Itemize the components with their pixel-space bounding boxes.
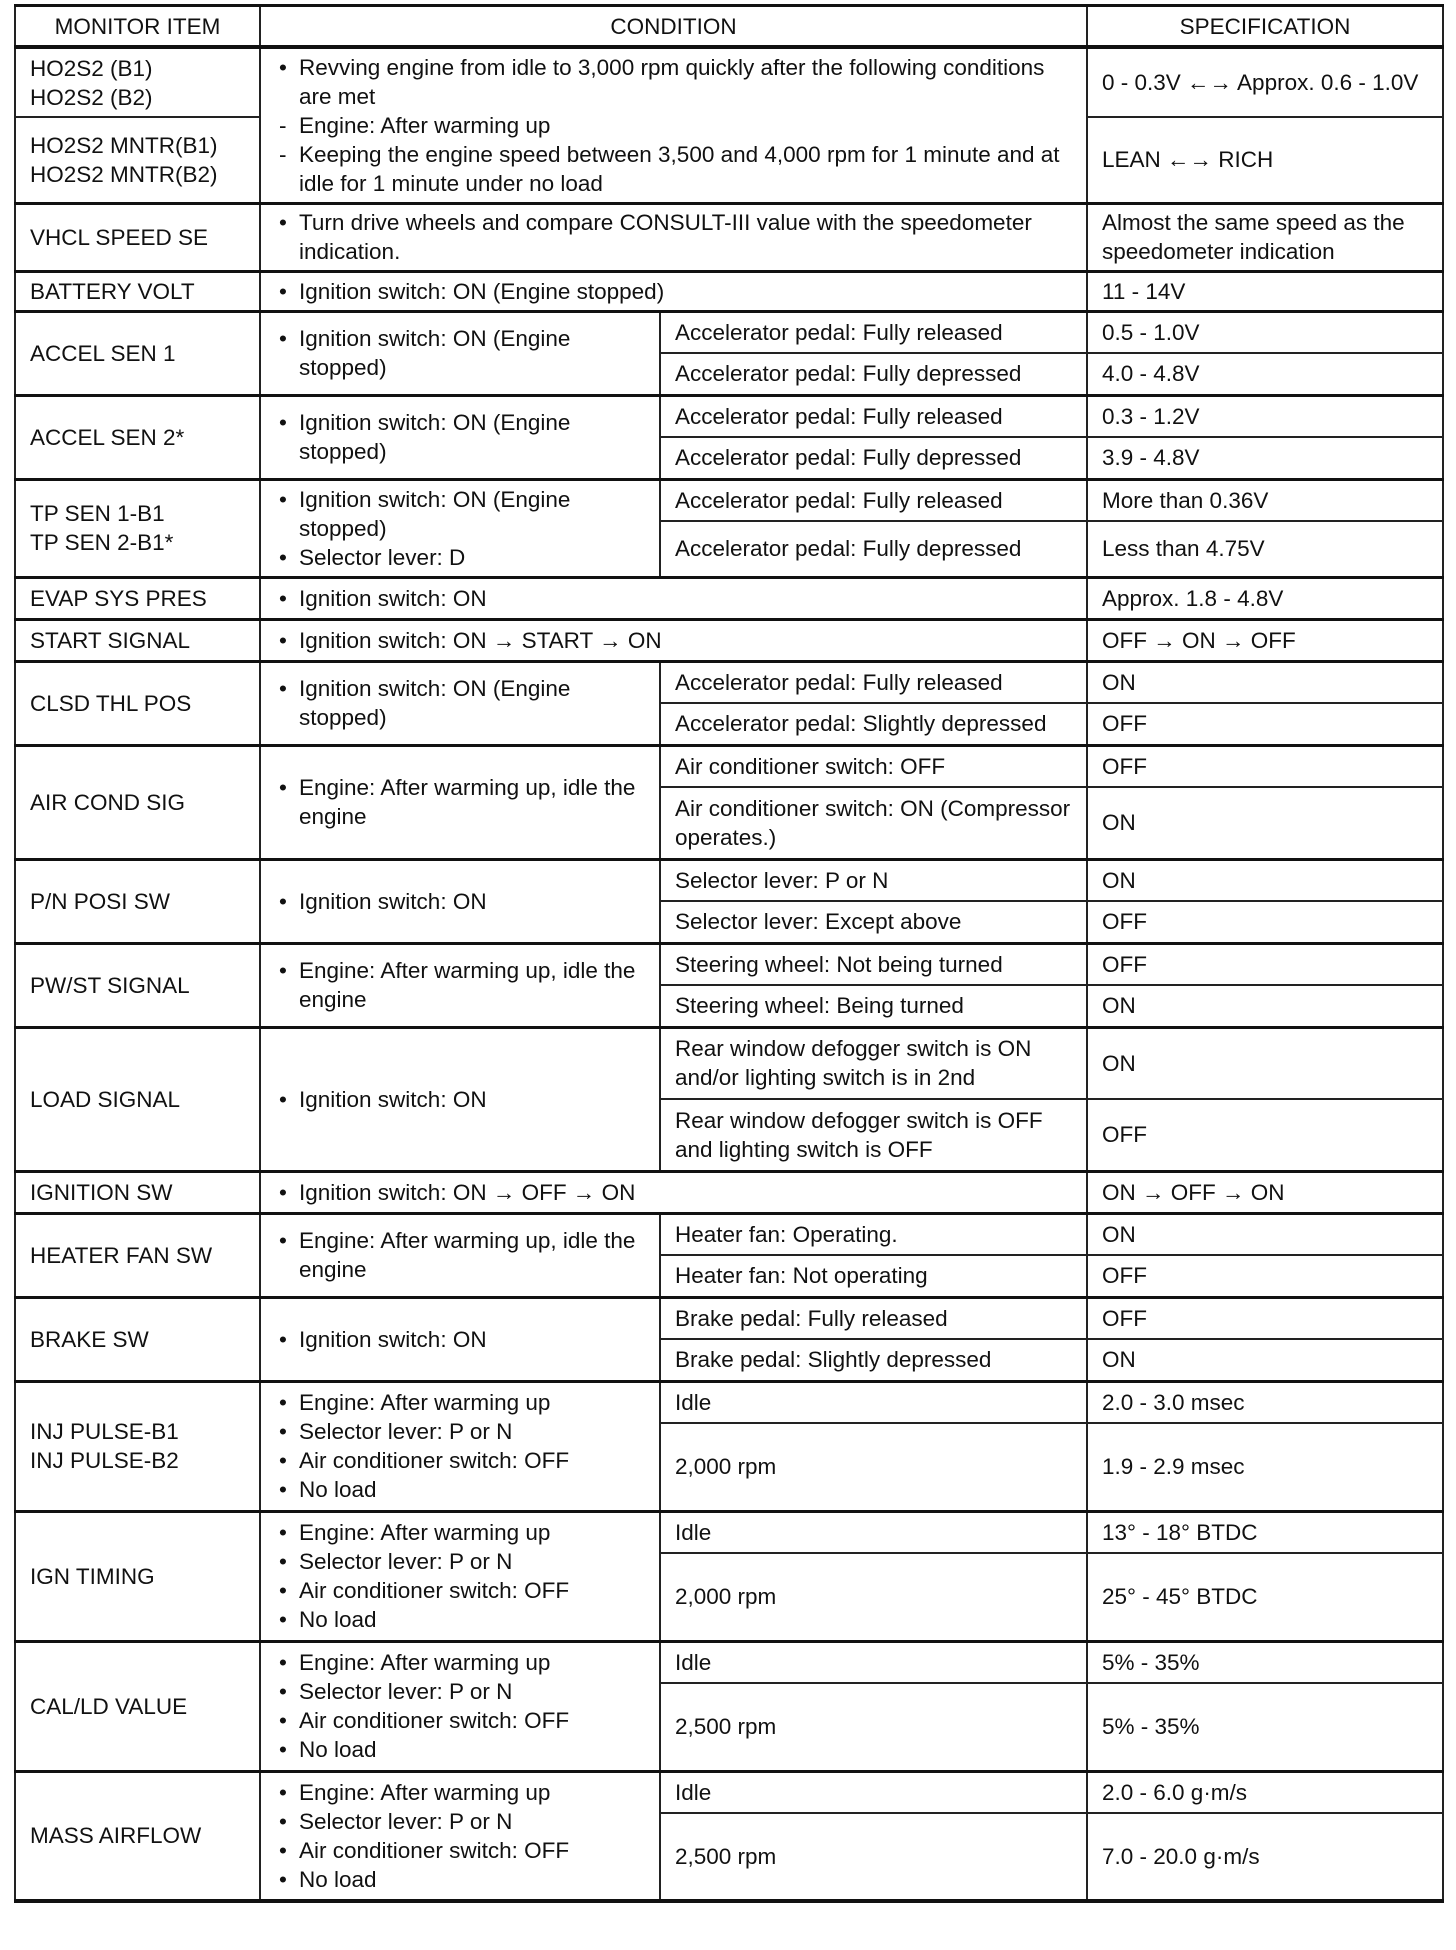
table-row	[15, 1641, 1443, 1683]
specification: More than 0.36V	[1087, 479, 1443, 521]
sub-condition: Idle	[660, 1641, 1087, 1683]
spec-table-container	[14, 4, 1444, 1903]
specification: 1.9 - 2.9 msec	[1087, 1423, 1443, 1511]
condition: • Ignition switch: ON (Engine stopped)	[260, 661, 660, 745]
monitor-item: MASS AIRFLOW	[15, 1771, 260, 1901]
table-row	[15, 745, 1443, 787]
specification: OFF → ON → OFF	[1087, 619, 1443, 661]
header-monitor-item: MONITOR ITEM	[15, 6, 260, 48]
condition: • Ignition switch: ON	[260, 1297, 660, 1381]
specification: 4.0 - 4.8V	[1087, 353, 1443, 395]
monitor-item: ACCEL SEN 1	[15, 311, 260, 395]
specification: ON	[1087, 1213, 1443, 1255]
table-row	[15, 395, 1443, 437]
monitor-item: PW/ST SIGNAL	[15, 943, 260, 1027]
specification: Approx. 1.8 - 4.8V	[1087, 577, 1443, 619]
table-row	[15, 271, 1443, 311]
specification: 0 - 0.3V ←→ Approx. 0.6 - 1.0V	[1087, 47, 1443, 117]
sub-condition: Rear window defogger switch is ON and/or lighting switch is in 2nd	[660, 1027, 1087, 1099]
condition: • Ignition switch: ON	[260, 1027, 660, 1171]
monitor-item: BATTERY VOLT	[15, 271, 260, 311]
specification: OFF	[1087, 943, 1443, 985]
monitor-item: INJ PULSE-B1 INJ PULSE-B2	[15, 1381, 260, 1511]
condition: • Engine: After warming up, idle the engine	[260, 1213, 660, 1297]
monitor-item: EVAP SYS PRES	[15, 577, 260, 619]
condition: • Ignition switch: ON	[260, 859, 660, 943]
specification: Less than 4.75V	[1087, 521, 1443, 577]
sub-condition: Steering wheel: Being turned	[660, 985, 1087, 1027]
condition: • Revving engine from idle to 3,000 rpm quickly after the following conditions are met - Engine: After warming up - Keeping the engine speed between 3,500 and 4,000 rpm for 1 minute and at idle for 1 minute under no load	[260, 47, 1087, 203]
sub-condition: Accelerator pedal: Fully depressed	[660, 353, 1087, 395]
sub-condition: Accelerator pedal: Fully released	[660, 661, 1087, 703]
specification: 25° - 45° BTDC	[1087, 1553, 1443, 1641]
monitor-item: CLSD THL POS	[15, 661, 260, 745]
condition: • Engine: After warming up, idle the engine	[260, 745, 660, 859]
sub-condition: Air conditioner switch: ON (Compressor operates.)	[660, 787, 1087, 859]
condition: • Turn drive wheels and compare CONSULT-III value with the speedometer indication.	[260, 203, 1087, 271]
sub-condition: Idle	[660, 1511, 1087, 1553]
specification: 7.0 - 20.0 g·m/s	[1087, 1813, 1443, 1901]
monitor-item: VHCL SPEED SE	[15, 203, 260, 271]
sub-condition: Accelerator pedal: Fully released	[660, 395, 1087, 437]
monitor-item: LOAD SIGNAL	[15, 1027, 260, 1171]
sub-condition: Steering wheel: Not being turned	[660, 943, 1087, 985]
condition: • Ignition switch: ON → START → ON	[260, 619, 1087, 661]
specification: ON	[1087, 1339, 1443, 1381]
specification: 2.0 - 3.0 msec	[1087, 1381, 1443, 1423]
monitor-item: HEATER FAN SW	[15, 1213, 260, 1297]
specification: OFF	[1087, 1297, 1443, 1339]
condition: • Engine: After warming up • Selector lever: P or N • Air conditioner switch: OFF • No load	[260, 1511, 660, 1641]
specification: 13° - 18° BTDC	[1087, 1511, 1443, 1553]
condition: • Ignition switch: ON (Engine stopped) • Selector lever: D	[260, 479, 660, 577]
header-specification: SPECIFICATION	[1087, 6, 1443, 48]
table-row	[15, 1297, 1443, 1339]
sub-condition: Brake pedal: Slightly depressed	[660, 1339, 1087, 1381]
specification: 0.3 - 1.2V	[1087, 395, 1443, 437]
sub-condition: 2,500 rpm	[660, 1683, 1087, 1771]
specification: 0.5 - 1.0V	[1087, 311, 1443, 353]
specification: LEAN ←→ RICH	[1087, 117, 1443, 203]
specification: OFF	[1087, 1099, 1443, 1171]
table-row	[15, 479, 1443, 521]
monitor-item: AIR COND SIG	[15, 745, 260, 859]
monitor-spec-table	[14, 4, 1444, 1903]
condition: • Ignition switch: ON (Engine stopped)	[260, 311, 660, 395]
specification: 2.0 - 6.0 g·m/s	[1087, 1771, 1443, 1813]
table-row	[15, 1511, 1443, 1553]
table-row	[15, 619, 1443, 661]
specification: 3.9 - 4.8V	[1087, 437, 1443, 479]
condition: • Ignition switch: ON (Engine stopped)	[260, 395, 660, 479]
sub-condition: Accelerator pedal: Fully depressed	[660, 521, 1087, 577]
table-row	[15, 1771, 1443, 1813]
sub-condition: Idle	[660, 1771, 1087, 1813]
table-row	[15, 203, 1443, 271]
sub-condition: Accelerator pedal: Fully released	[660, 479, 1087, 521]
specification: 5% - 35%	[1087, 1683, 1443, 1771]
sub-condition: Selector lever: P or N	[660, 859, 1087, 901]
table-row	[15, 943, 1443, 985]
table-row	[15, 1381, 1443, 1423]
table-row	[15, 311, 1443, 353]
sub-condition: Idle	[660, 1381, 1087, 1423]
sub-condition: 2,500 rpm	[660, 1813, 1087, 1901]
condition: • Engine: After warming up, idle the engine	[260, 943, 660, 1027]
monitor-item: ACCEL SEN 2*	[15, 395, 260, 479]
sub-condition: 2,000 rpm	[660, 1553, 1087, 1641]
sub-condition: Heater fan: Operating.	[660, 1213, 1087, 1255]
monitor-item: BRAKE SW	[15, 1297, 260, 1381]
table-row	[15, 1027, 1443, 1099]
condition: • Engine: After warming up • Selector lever: P or N • Air conditioner switch: OFF • No load	[260, 1771, 660, 1901]
monitor-item: START SIGNAL	[15, 619, 260, 661]
table-row	[15, 1171, 1443, 1213]
sub-condition: Rear window defogger switch is OFF and lighting switch is OFF	[660, 1099, 1087, 1171]
monitor-item: IGNITION SW	[15, 1171, 260, 1213]
monitor-item: P/N POSI SW	[15, 859, 260, 943]
specification: ON	[1087, 787, 1443, 859]
condition: • Engine: After warming up • Selector lever: P or N • Air conditioner switch: OFF • No load	[260, 1641, 660, 1771]
specification: OFF	[1087, 745, 1443, 787]
specification: ON	[1087, 1027, 1443, 1099]
table-row	[15, 661, 1443, 703]
header-condition: CONDITION	[260, 6, 1087, 48]
sub-condition: 2,000 rpm	[660, 1423, 1087, 1511]
table-row	[15, 577, 1443, 619]
specification: OFF	[1087, 1255, 1443, 1297]
condition: • Ignition switch: ON (Engine stopped)	[260, 271, 1087, 311]
condition: • Engine: After warming up • Selector lever: P or N • Air conditioner switch: OFF • No load	[260, 1381, 660, 1511]
sub-condition: Accelerator pedal: Fully released	[660, 311, 1087, 353]
monitor-item: IGN TIMING	[15, 1511, 260, 1641]
header-row	[15, 6, 1443, 48]
sub-condition: Brake pedal: Fully released	[660, 1297, 1087, 1339]
monitor-item: HO2S2 (B1) HO2S2 (B2)	[15, 47, 260, 117]
sub-condition: Air conditioner switch: OFF	[660, 745, 1087, 787]
condition: • Ignition switch: ON → OFF → ON	[260, 1171, 1087, 1213]
specification: ON	[1087, 859, 1443, 901]
monitor-item: TP SEN 1-B1 TP SEN 2-B1*	[15, 479, 260, 577]
sub-condition: Accelerator pedal: Fully depressed	[660, 437, 1087, 479]
monitor-item: CAL/LD VALUE	[15, 1641, 260, 1771]
specification: 5% - 35%	[1087, 1641, 1443, 1683]
specification: ON	[1087, 985, 1443, 1027]
table-row	[15, 1213, 1443, 1255]
specification: OFF	[1087, 703, 1443, 745]
condition: • Ignition switch: ON	[260, 577, 1087, 619]
sub-condition: Heater fan: Not operating	[660, 1255, 1087, 1297]
specification: ON	[1087, 661, 1443, 703]
specification: 11 - 14V	[1087, 271, 1443, 311]
table-row	[15, 859, 1443, 901]
specification: ON → OFF → ON	[1087, 1171, 1443, 1213]
sub-condition: Selector lever: Except above	[660, 901, 1087, 943]
monitor-item: HO2S2 MNTR(B1) HO2S2 MNTR(B2)	[15, 117, 260, 203]
table-row	[15, 47, 1443, 117]
sub-condition: Accelerator pedal: Slightly depressed	[660, 703, 1087, 745]
specification: Almost the same speed as the speedometer indication	[1087, 203, 1443, 271]
specification: OFF	[1087, 901, 1443, 943]
